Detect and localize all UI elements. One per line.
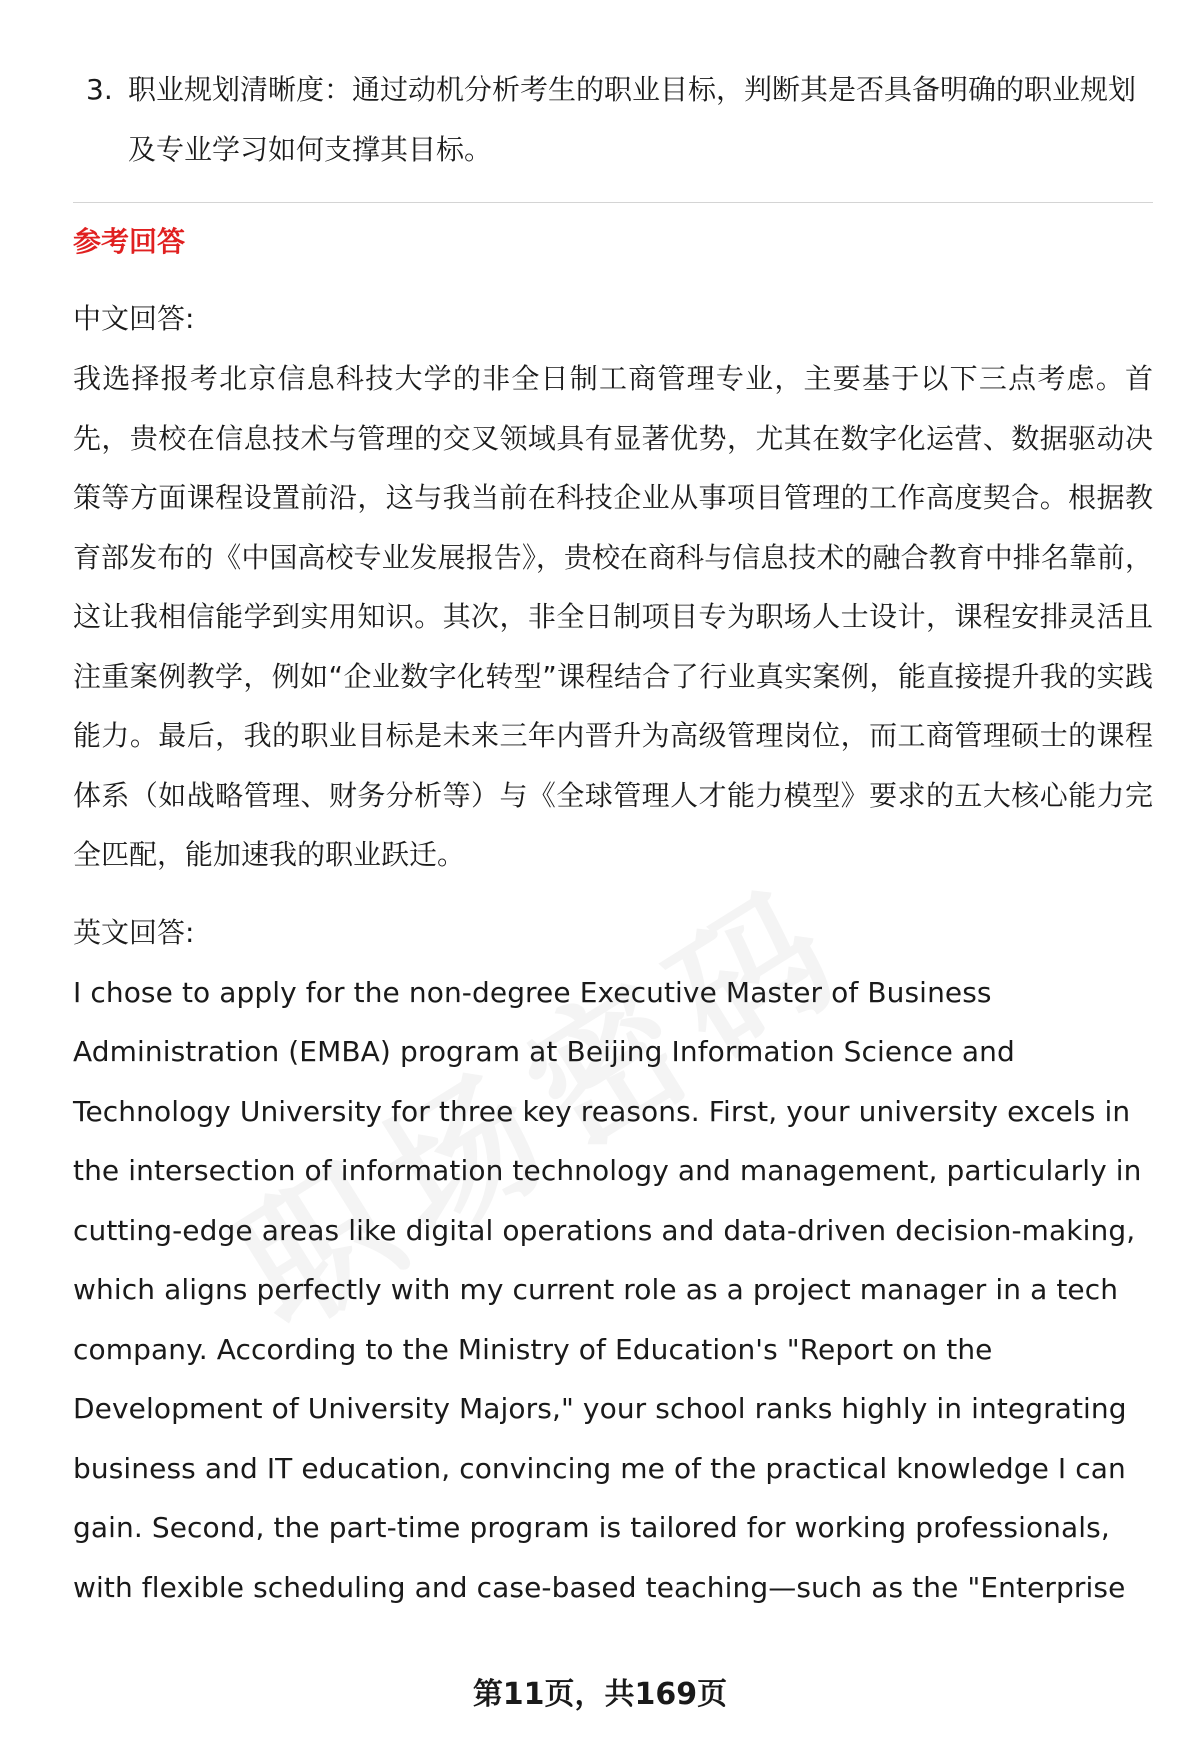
page-content: [73, 60, 1153, 1617]
criteria-list-item: [73, 60, 1153, 180]
list-number: 3.: [86, 73, 113, 106]
page-number-footer: 第11页，共169页: [472, 1677, 728, 1712]
english-answer-text: I chose to apply for the non-degree Executive Master of Business Administration (EMBA) program at Beijing Information Science and Technology University for three key reasons. First, your university excels in the intersection of information technology and management, particularly in cutting-edge areas like digital operations and data-driven decision-making, which aligns perfectly with my current role as a project manager in a tech company. According to the Ministry of Education's "Report on the Development of University Majors," your school ranks highly in integrating business and IT education, convincing me of the practical knowledge I can gain. Second, the part-time program is tailored for working professionals, with flexible scheduling and case-based teaching—such as the "Enterprise: [73, 975, 1142, 1604]
list-text: 职业规划清晰度：通过动机分析考生的职业目标，判断其是否具备明确的职业规划及专业学习如何支撑其目标。: [128, 73, 1137, 166]
chinese-answer-text: 我选择报考北京信息科技大学的非全日制工商管理专业，主要基于以下三点考虑。首先，贵校在信息技术与管理的交叉领域具有显著优势，尤其在数字化运营、数据驱动决策等方面课程设置前沿，这与我当前在科技企业从事项目管理的工作高度契合。根据教育部发布的《中国高校专业发展报告》，贵校在商科与信息技术的融合教育中排名靠前，这让我相信能学到实用知识。其次，非全日制项目专为职场人士设计，课程安排灵活且注重案例教学，例如“企业数字化转型”课程结合了行业真实案例，能直接提升我的实践能力。最后，我的职业目标是未来三年内晋升为高级管理岗位，而工商管理硕士的课程体系（如战略管理、财务分析等）与《全球管理人才能力模型》要求的五大核心能力完全匹配，能加速我的职业跃迁。: [73, 362, 1153, 871]
section-title: 参考回答: [73, 225, 186, 258]
chinese-answer-label: 中文回答:: [73, 302, 195, 335]
section-divider: [73, 202, 1153, 203]
english-answer-label: 英文回答:: [73, 915, 195, 949]
